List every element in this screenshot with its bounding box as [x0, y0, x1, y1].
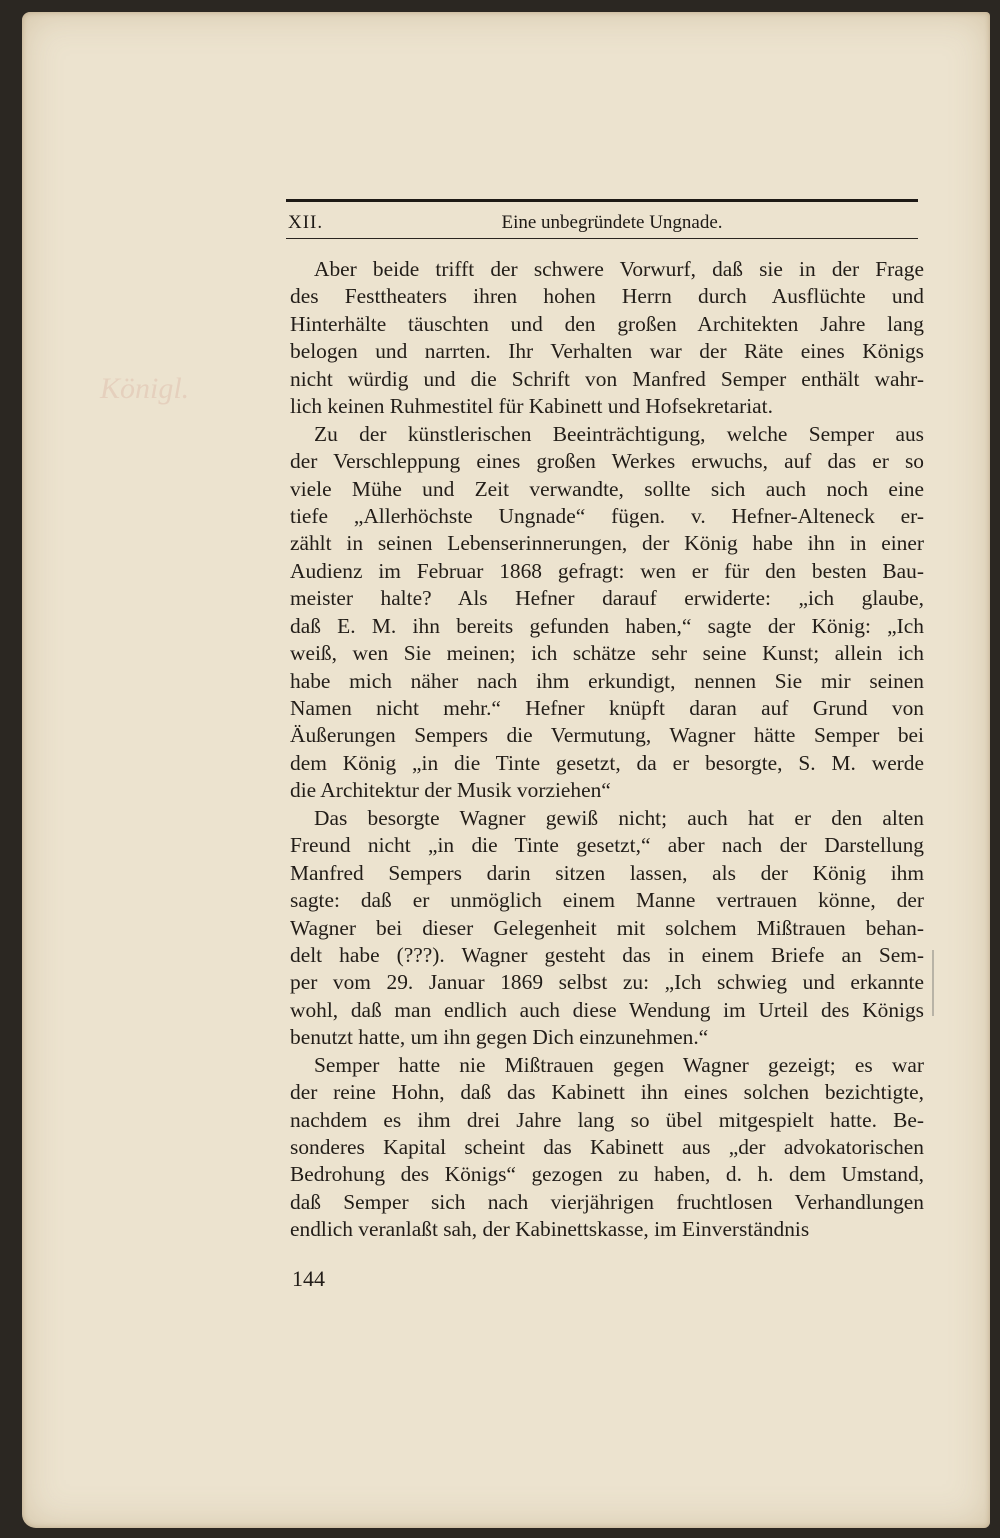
text-line: Wagner bei dieser Gelegenheit mit solchem Mißtrauen behan- — [290, 915, 924, 940]
text-line: Audienz im Februar 1868 gefragt: wen er für den besten Bau- — [290, 558, 924, 583]
text-line: viele Mühe und Zeit verwandte, sollte sich auch noch eine — [290, 476, 924, 501]
text-line: meister halte? Als Hefner darauf erwiderte: „ich glaube, — [290, 586, 924, 611]
text-line: Bedrohung des Königs“ gezogen zu haben, d. h. dem Umstand, — [290, 1162, 924, 1187]
text-line: delt habe (???). Wagner gesteht das in einem Briefe an Sem- — [290, 942, 924, 967]
text-line: wohl, daß man endlich auch diese Wendung im Urteil des Königs — [290, 997, 924, 1022]
running-title: Eine unbegründete Ungnade. — [501, 212, 723, 233]
text-line: weiß, wen Sie meinen; ich schätze sehr seine Kunst; allein ich — [290, 641, 924, 666]
text-line: nicht würdig und die Schrift von Manfred Semper enthält wahr- — [290, 366, 924, 391]
text-line: der reine Hohn, daß das Kabinett ihn eines solchen bezichtigte, — [290, 1080, 924, 1105]
faded-stamp-mark: Königl. — [100, 372, 190, 405]
running-header — [286, 206, 918, 239]
text-line: tiefe „Allerhöchste Ungnade“ fügen. v. Hefner-Alteneck er- — [290, 503, 924, 528]
text-line: die Architektur der Musik vorziehen“ — [290, 778, 611, 803]
text-line: endlich veranlaßt sah, der Kabinettskasse, im Einverständnis — [290, 1217, 810, 1242]
text-line: lich keinen Ruhmestitel für Kabinett und Hofsekretariat. — [290, 394, 773, 419]
text-line: daß Semper sich nach vierjährigen fruchtlosen Verhandlungen — [290, 1189, 924, 1214]
text-line: per vom 29. Januar 1869 selbst zu: „Ich schwieg und erkannte — [290, 970, 924, 995]
text-line: nachdem es ihm drei Jahre lang so übel mitgespielt hatte. Be- — [290, 1107, 924, 1132]
text-line: Zu der künstlerischen Beeinträchtigung, welche Semper aus — [314, 421, 924, 446]
text-line: der Verschleppung eines großen Werkes erwuchs, auf das er so — [290, 449, 924, 474]
text-line: Manfred Sempers darin sitzen lassen, als der König ihm — [290, 860, 924, 885]
text-line: Äußerungen Sempers die Vermutung, Wagner hätte Semper bei — [290, 723, 924, 748]
page-number: 144 — [292, 1266, 325, 1291]
text-line: zählt in seinen Lebenserinnerungen, der König habe ihn in einer — [290, 531, 924, 556]
text-line: Freund nicht „in die Tinte gesetzt,“ aber nach der Darstellung — [290, 833, 924, 858]
text-line: Hinterhälte täuschten und den großen Architekten Jahre lang — [290, 311, 924, 336]
text-line: dem König „in die Tinte gesetzt, da er besorgte, S. M. werde — [290, 750, 924, 775]
text-line: daß E. M. ihn bereits gefunden haben,“ sagte der König: „Ich — [290, 613, 924, 638]
pencil-margin-mark — [932, 950, 934, 1016]
body-text — [290, 256, 924, 1244]
text-line: Semper hatte nie Mißtrauen gegen Wagner gezeigt; es war — [314, 1052, 924, 1077]
text-line: des Festtheaters ihren hohen Herrn durch Ausflüchte und — [290, 284, 924, 309]
text-line: sonderes Kapital scheint das Kabinett aus „der advokatorischen — [290, 1135, 924, 1159]
chapter-number: XII. — [288, 212, 324, 233]
text-line: benutzt hatte, um ihn gegen Dich einzunehmen.“ — [290, 1025, 709, 1050]
text-line: habe mich näher nach ihm erkundigt, nennen Sie mir seinen — [290, 668, 924, 693]
text-line: Aber beide trifft der schwere Vorwurf, daß sie in der Frage — [314, 257, 924, 281]
text-line: Das besorgte Wagner gewiß nicht; auch hat er den alten — [314, 805, 924, 830]
text-line: Namen nicht mehr.“ Hefner knüpft daran auf Grund von — [290, 696, 924, 720]
text-line: sagte: daß er unmöglich einem Manne vertrauen könne, der — [290, 888, 924, 913]
text-line: belogen und narrten. Ihr Verhalten war der Räte eines Königs — [290, 339, 924, 364]
header-rule — [286, 199, 918, 202]
